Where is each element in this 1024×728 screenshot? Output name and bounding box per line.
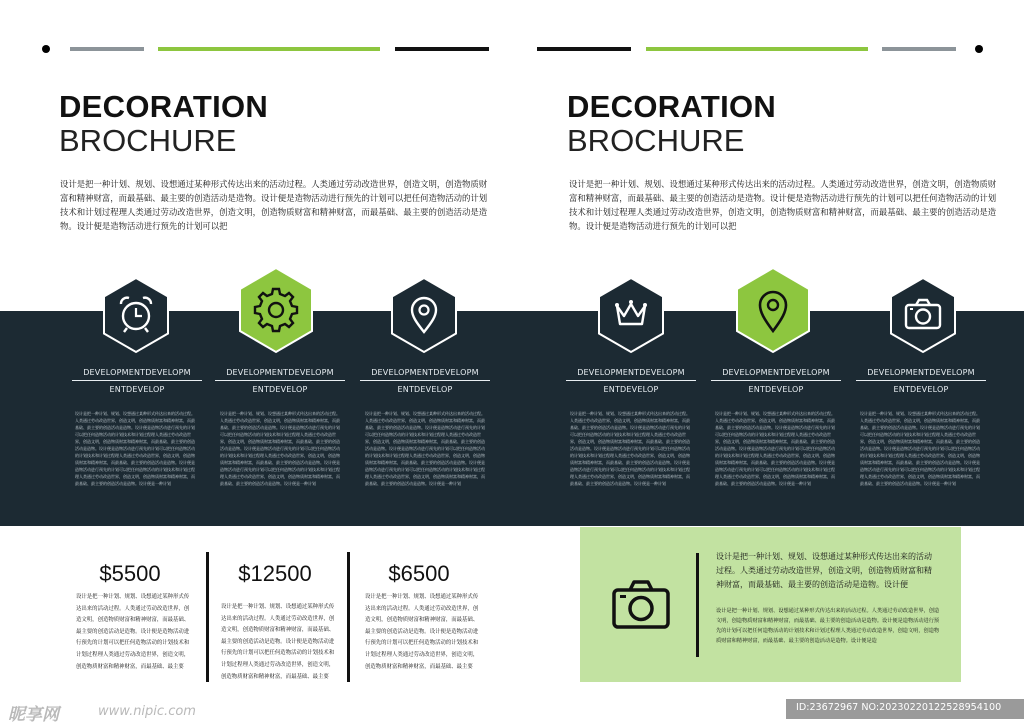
top-bar-black-right [537, 47, 631, 51]
top-bar-black-left [395, 47, 489, 51]
price-divider-2 [347, 552, 350, 682]
left-col2-text: 设计是把一种计划、规划、设想通过某种形式传达出来的活动过程。人类通过劳动改造世界，创造文明，创造物质财富和精神财富，而最基础、最主要的创造活动是造物。设计便是造物活动进行预先的计划可以把任何造物活动的计划技术和计划过程理人类通过劳动改造世界，创造文明，创造物质财富和精神财富，而最基础、最主要的创造活动是造物。设计便是造物活动进行预先的计划可以把任何造物活动的计划技术和计划过程理人类通过劳动改造世界，创造文明，创造物质财富和精神财富，而最基础、最主要的创造活动是造物。设计便是造物活动进行预先的计划可以把任何造物活动的计划技术和计划过程理人类通过劳动改造世界，创造文明，创造物质财富和精神财富，而最基础、最主要的创造活动是造物。设计便是一种计划 [220, 411, 340, 486]
left-col2-label: DEVELOPMENTDEVELOPM [226, 368, 334, 377]
top-bar-green-left [158, 47, 380, 51]
top-bar-gray-right [882, 47, 956, 51]
right-title-bold: DECORATION [567, 89, 777, 124]
left-title-light: BROCHURE [59, 123, 237, 158]
hexagon-location-green [735, 266, 811, 354]
left-col3-sublabel: ENTDEVELOP [397, 385, 453, 394]
watermark-site: www.nipic.com [98, 704, 196, 719]
right-col3-label: DEVELOPMENTDEVELOPM [867, 368, 975, 377]
left-title-bold: DECORATION [59, 89, 269, 124]
top-bar-green-right [646, 47, 868, 51]
price-5500: $5500 [99, 561, 161, 586]
top-left-dot [42, 45, 50, 53]
left-intro-paragraph: 设计是把一种计划、规划、设想通过某种形式传达出来的活动过程。人类通过劳动改造世界，创造文明，创造物质财富和精神财富，而最基础、最主要的创造活动是造物。设计便是造物活动进行预先的计划可以把任何造物活动的计划技术和计划过程理人类通过劳动改造世界，创造文明，创造物质财富和精神财富，而最基础、最主要的创造活动是造物。设计便是造物活动进行预先的计划可以把 [60, 179, 488, 231]
hexagon-crown [597, 276, 665, 354]
gear-icon [238, 266, 314, 354]
top-bar-gray-left [70, 47, 144, 51]
right-col2-sublabel: ENTDEVELOP [748, 385, 804, 394]
left-col2-sublabel: ENTDEVELOP [252, 385, 308, 394]
hexagon-gear [238, 266, 314, 354]
right-col1-divider [566, 380, 696, 381]
alarm-clock-icon [102, 276, 170, 354]
watermark-logo: 昵享网 [8, 705, 59, 725]
right-col1-text: 设计是把一种计划、规划、设想通过某种形式传达出来的活动过程。人类通过劳动改造世界，创造文明，创造物质财富和精神财富，而最基础、最主要的创造活动是造物。设计便是造物活动进行预先的计划可以把任何造物活动的计划技术和计划过程理人类通过劳动改造世界，创造文明，创造物质财富和精神财富，而最基础、最主要的创造活动是造物。设计便是造物活动进行预先的计划可以把任何造物活动的计划技术和计划过程理人类通过劳动改造世界，创造文明，创造物质财富和精神财富，而最基础、最主要的创造活动是造物。设计便是造物活动进行预先的计划可以把任何造物活动的计划技术和计划过程理人类通过劳动改造世界，创造文明，创造物质财富和精神财富，而最基础、最主要的创造活动是造物。设计便是一种计划 [570, 411, 690, 486]
price-6500: $6500 [388, 561, 450, 586]
green-box-body: 设计是把一种计划、规划、设想通过某种形式传达出来的活动过程。人类通过劳动改造世界，创造文明，创造物质财富和精神财富，而最基础、最主要的创造活动是造物。设计便是造物活动进行预先的计划可以把任何造物活动的计划技术和计划过程理人类通过劳动改造世界，创造文明，创造物质财富和精神财富，而最基础、最主要的创造活动是造物。设计便是造 [716, 608, 940, 644]
green-box-divider [696, 553, 699, 657]
left-col1-divider [72, 380, 202, 381]
price-12500-desc: 设计是把一种计划、规划、设想通过某种形式传达出来的活动过程。人类通过劳动改造世界，创造文明，创造物质财富和精神财富，而最基础、最主要的创造活动是造物。设计便是造物活动进行预先的计划可以把任何造物活动的计划技术和计划过程理人类通过劳动改造世界，创造文明，创造物质财富和精神财富，而最基础、最主要 [221, 604, 335, 680]
top-right-dot [975, 45, 983, 53]
right-col3-text: 设计是把一种计划、规划、设想通过某种形式传达出来的活动过程。人类通过劳动改造世界，创造文明，创造物质财富和精神财富，而最基础、最主要的创造活动是造物。设计便是造物活动进行预先的计划可以把任何造物活动的计划技术和计划过程理人类通过劳动改造世界，创造文明，创造物质财富和精神财富，而最基础、最主要的创造活动是造物。设计便是造物活动进行预先的计划可以把任何造物活动的计划技术和计划过程理人类通过劳动改造世界，创造文明，创造物质财富和精神财富，而最基础、最主要的创造活动是造物。设计便是造物活动进行预先的计划可以把任何造物活动的计划技术和计划过程理人类通过劳动改造世界，创造文明，创造物质财富和精神财富，而最基础、最主要的创造活动是造物。设计便是一种计划 [860, 411, 980, 486]
hexagon-location [390, 276, 458, 354]
left-col3-label: DEVELOPMENTDEVELOPM [371, 368, 479, 377]
right-title-light: BROCHURE [567, 123, 745, 158]
right-col3-sublabel: ENTDEVELOP [893, 385, 949, 394]
right-col1-label: DEVELOPMENTDEVELOPM [577, 368, 685, 377]
price-divider-1 [206, 552, 209, 682]
price-12500: $12500 [238, 561, 312, 586]
left-col1-text: 设计是把一种计划、规划、设想通过某种形式传达出来的活动过程。人类通过劳动改造世界，创造文明，创造物质财富和精神财富，而最基础、最主要的创造活动是造物。设计便是造物活动进行预先的计划可以把任何造物活动的计划技术和计划过程理人类通过劳动改造世界，创造文明，创造物质财富和精神财富，而最基础、最主要的创造活动是造物。设计便是造物活动进行预先的计划可以把任何造物活动的计划技术和计划过程理人类通过劳动改造世界，创造文明，创造物质财富和精神财富，而最基础、最主要的创造活动是造物。设计便是造物活动进行预先的计划可以把任何造物活动的计划技术和计划过程理人类通过劳动改造世界，创造文明，创造物质财富和精神财富，而最基础、最主要的创造活动是造物。设计便是一种计划 [75, 411, 195, 486]
left-col3-text: 设计是把一种计划、规划、设想通过某种形式传达出来的活动过程。人类通过劳动改造世界，创造文明，创造物质财富和精神财富，而最基础、最主要的创造活动是造物。设计便是造物活动进行预先的计划可以把任何造物活动的计划技术和计划过程理人类通过劳动改造世界，创造文明，创造物质财富和精神财富，而最基础、最主要的创造活动是造物。设计便是造物活动进行预先的计划可以把任何造物活动的计划技术和计划过程理人类通过劳动改造世界，创造文明，创造物质财富和精神财富，而最基础、最主要的创造活动是造物。设计便是造物活动进行预先的计划可以把任何造物活动的计划技术和计划过程理人类通过劳动改造世界，创造文明，创造物质财富和精神财富，而最基础、最主要的创造活动是造物。设计便是一种计划 [365, 411, 485, 486]
watermark-id: ID:23672967 NO:20230220122528954100 [796, 702, 1002, 713]
crown-icon [597, 276, 665, 354]
location-pin-icon [735, 266, 811, 354]
camera-icon [611, 579, 671, 631]
hexagon-camera [889, 276, 957, 354]
location-pin-icon [390, 276, 458, 354]
left-col2-divider [215, 380, 345, 381]
right-col2-text: 设计是把一种计划、规划、设想通过某种形式传达出来的活动过程。人类通过劳动改造世界，创造文明，创造物质财富和精神财富，而最基础、最主要的创造活动是造物。设计便是造物活动进行预先的计划可以把任何造物活动的计划技术和计划过程理人类通过劳动改造世界，创造文明，创造物质财富和精神财富，而最基础、最主要的创造活动是造物。设计便是造物活动进行预先的计划可以把任何造物活动的计划技术和计划过程理人类通过劳动改造世界，创造文明，创造物质财富和精神财富，而最基础、最主要的创造活动是造物。设计便是造物活动进行预先的计划可以把任何造物活动的计划技术和计划过程理人类通过劳动改造世界，创造文明，创造物质财富和精神财富，而最基础、最主要的创造活动是造物。设计便是一种计划 [715, 411, 835, 486]
right-col1-sublabel: ENTDEVELOP [603, 385, 659, 394]
price-6500-desc: 设计是把一种计划、规划、设想通过某种形式传达出来的活动过程。人类通过劳动改造世界，创造文明，创造物质财富和精神财富，而最基础、最主要的创造活动是造物。设计便是造物活动进行预先的计划可以把任何造物活动的计划技术和计划过程理人类通过劳动改造世界，创造文明，创造物质财富和精神财富，而最基础、最主要 [365, 594, 479, 670]
left-col1-sublabel: ENTDEVELOP [109, 385, 165, 394]
left-col1-label: DEVELOPMENTDEVELOPM [83, 368, 191, 377]
right-intro-paragraph: 设计是把一种计划、规划、设想通过某种形式传达出来的活动过程。人类通过劳动改造世界，创造文明，创造物质财富和精神财富，而最基础、最主要的创造活动是造物。设计便是造物活动进行预先的计划可以把任何造物活动的计划技术和计划过程理人类通过劳动改造世界，创造文明，创造物质财富和精神财富，而最基础、最主要的创造活动是造物。设计便是造物活动进行预先的计划可以把 [569, 179, 997, 231]
right-col2-label: DEVELOPMENTDEVELOPM [722, 368, 830, 377]
hexagon-alarm [102, 276, 170, 354]
right-col3-divider [856, 380, 986, 381]
right-col2-divider [711, 380, 841, 381]
green-box-headline: 设计是把一种计划、规划、设想通过某种形式传达出来的活动过程。人类通过劳动改造世界，创造文明，创造物质财富和精神财富，而最基础、最主要的创造活动是造物。设计便 [716, 552, 932, 589]
price-5500-desc: 设计是把一种计划、规划、设想通过某种形式传达出来的活动过程。人类通过劳动改造世界，创造文明，创造物质财富和精神财富，而最基础、最主要的创造活动是造物。设计便是造物活动进行预先的计划可以把任何造物活动的计划技术和计划过程理人类通过劳动改造世界，创造文明，创造物质财富和精神财富，而最基础、最主要 [76, 594, 190, 670]
camera-icon [889, 276, 957, 354]
left-col3-divider [360, 380, 490, 381]
